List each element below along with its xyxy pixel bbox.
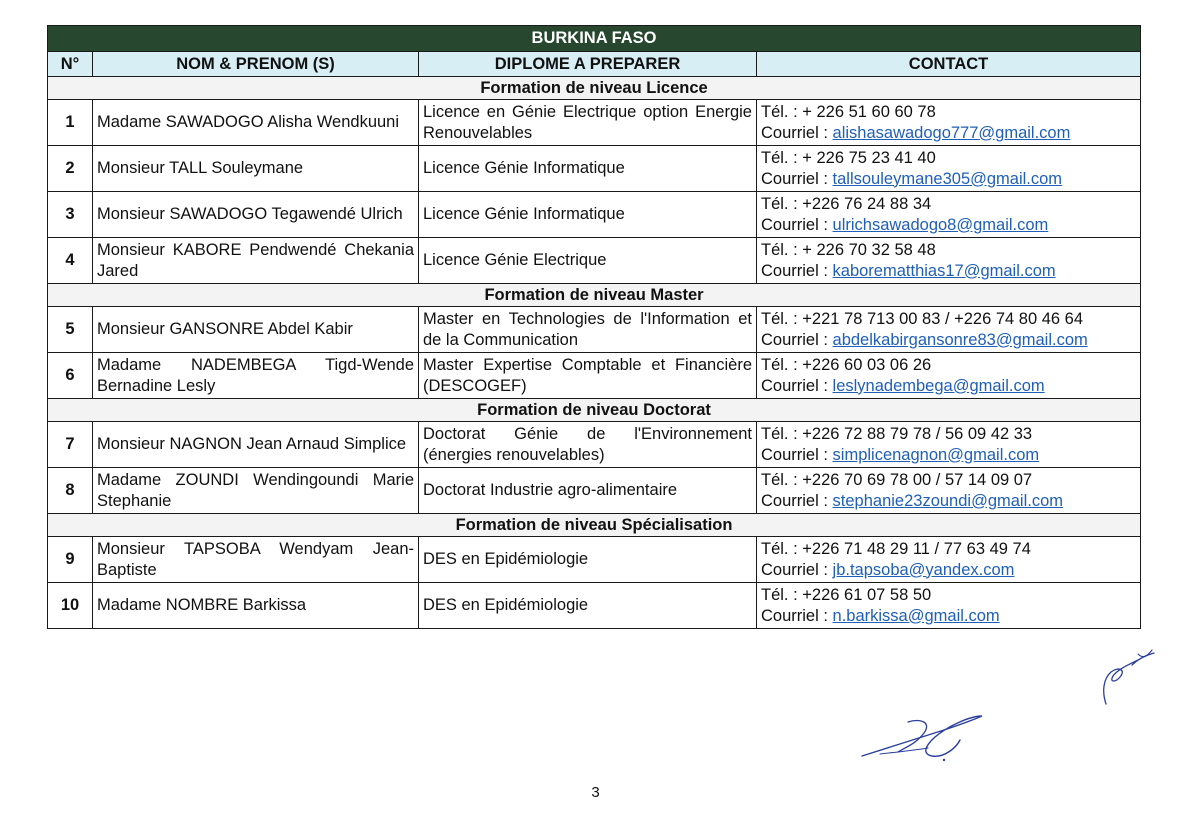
row-number: 8: [48, 468, 93, 514]
row-number: 1: [48, 100, 93, 146]
candidate-name: Monsieur NAGNON Jean Arnaud Simplice: [93, 422, 419, 468]
table-row: [48, 537, 1141, 583]
phone-line: [761, 194, 1136, 214]
candidate-name: Madame SAWADOGO Alisha Wendkuuni: [93, 100, 419, 146]
phone-line: [761, 539, 1136, 559]
email-line: [761, 376, 1136, 396]
email-line: [761, 560, 1136, 580]
candidate-name: Monsieur KABORE Pendwendé Chekania Jared: [93, 238, 419, 284]
email-line: [761, 491, 1136, 511]
phone-number: + 226 70 32 58 48: [802, 241, 936, 260]
table-body: [48, 77, 1141, 629]
phone-line: [761, 102, 1136, 122]
phone-label: Tél. :: [761, 103, 798, 122]
row-number: 10: [48, 583, 93, 629]
column-header-row: [48, 52, 1141, 77]
email-line: [761, 330, 1136, 350]
phone-label: Tél. :: [761, 356, 798, 375]
initials-signature: [1092, 646, 1158, 714]
email-link[interactable]: simplicenagnon@gmail.com: [832, 445, 1040, 464]
section-title: Formation de niveau Master: [48, 284, 1141, 307]
section-title: Formation de niveau Doctorat: [48, 399, 1141, 422]
diploma-name: Licence Génie Electrique: [419, 238, 757, 284]
phone-label: Tél. :: [761, 310, 798, 329]
phone-number: +226 71 48 29 11 / 77 63 49 74: [802, 540, 1031, 559]
email-label: Courriel :: [761, 445, 828, 464]
table-row: [48, 100, 1141, 146]
phone-number: +221 78 713 00 83 / +226 74 80 46 64: [802, 310, 1084, 329]
email-link[interactable]: leslynadembega@gmail.com: [832, 376, 1045, 395]
row-number: 4: [48, 238, 93, 284]
page-number: 3: [591, 784, 600, 801]
email-label: Courriel :: [761, 491, 828, 510]
table-row: [48, 468, 1141, 514]
column-header-contact: CONTACT: [757, 52, 1141, 77]
phone-number: +226 72 88 79 78 / 56 09 42 33: [802, 425, 1033, 444]
phone-line: [761, 240, 1136, 260]
diploma-name: DES en Epidémiologie: [419, 583, 757, 629]
phone-line: [761, 309, 1136, 329]
email-link[interactable]: stephanie23zoundi@gmail.com: [832, 491, 1063, 510]
candidate-name: Monsieur GANSONRE Abdel Kabir: [93, 307, 419, 353]
handwritten-signature: [858, 708, 986, 766]
email-line: [761, 261, 1136, 281]
email-link[interactable]: abdelkabirgansonre83@gmail.com: [832, 330, 1088, 349]
diploma-name: Master Expertise Comptable et Financière (DESCOGEF): [419, 353, 757, 399]
section-title: Formation de niveau Licence: [48, 77, 1141, 100]
email-label: Courriel :: [761, 215, 828, 234]
phone-line: [761, 585, 1136, 605]
section-row: [48, 284, 1141, 307]
phone-number: +226 70 69 78 00 / 57 14 09 07: [802, 471, 1033, 490]
table-row: [48, 146, 1141, 192]
email-link[interactable]: ulrichsawadogo8@gmail.com: [832, 215, 1049, 234]
phone-label: Tél. :: [761, 586, 798, 605]
table-row: [48, 307, 1141, 353]
section-row: [48, 399, 1141, 422]
phone-label: Tél. :: [761, 241, 798, 260]
row-number: 5: [48, 307, 93, 353]
phone-number: +226 60 03 06 26: [802, 356, 932, 375]
contact-cell: [757, 192, 1141, 238]
email-label: Courriel :: [761, 330, 828, 349]
section-title: Formation de niveau Spécialisation: [48, 514, 1141, 537]
phone-number: +226 61 07 58 50: [802, 586, 932, 605]
phone-line: [761, 148, 1136, 168]
section-row: [48, 77, 1141, 100]
diploma-name: DES en Epidémiologie: [419, 537, 757, 583]
row-number: 7: [48, 422, 93, 468]
email-label: Courriel :: [761, 606, 828, 625]
email-line: [761, 169, 1136, 189]
row-number: 3: [48, 192, 93, 238]
section-row: [48, 514, 1141, 537]
table-row: [48, 238, 1141, 284]
email-line: [761, 445, 1136, 465]
country-title: BURKINA FASO: [48, 26, 1141, 52]
column-header-number: N°: [48, 52, 93, 77]
phone-number: + 226 75 23 41 40: [802, 149, 936, 168]
diploma-name: Licence Génie Informatique: [419, 192, 757, 238]
contact-cell: [757, 307, 1141, 353]
email-link[interactable]: alishasawadogo777@gmail.com: [832, 123, 1071, 142]
phone-line: [761, 355, 1136, 375]
table-row: [48, 353, 1141, 399]
contact-cell: [757, 468, 1141, 514]
contact-cell: [757, 353, 1141, 399]
phone-number: + 226 51 60 60 78: [802, 103, 936, 122]
diploma-name: Licence en Génie Electrique option Energie Renouvelables: [419, 100, 757, 146]
contact-cell: [757, 537, 1141, 583]
diploma-name: Master en Technologies de l'Information et de la Communication: [419, 307, 757, 353]
contact-cell: [757, 583, 1141, 629]
column-header-diploma: DIPLOME A PREPARER: [419, 52, 757, 77]
candidate-name: Monsieur SAWADOGO Tegawendé Ulrich: [93, 192, 419, 238]
document-table: [47, 25, 1141, 629]
table-row: [48, 192, 1141, 238]
candidate-name: Monsieur TALL Souleymane: [93, 146, 419, 192]
country-header-row: [48, 26, 1141, 52]
contact-cell: [757, 238, 1141, 284]
contact-cell: [757, 146, 1141, 192]
email-link[interactable]: kaborematthias17@gmail.com: [832, 261, 1056, 280]
candidate-name: Madame ZOUNDI Wendingoundi Marie Stephanie: [93, 468, 419, 514]
diploma-name: Licence Génie Informatique: [419, 146, 757, 192]
phone-label: Tél. :: [761, 540, 798, 559]
phone-label: Tél. :: [761, 149, 798, 168]
phone-line: [761, 424, 1136, 444]
phone-label: Tél. :: [761, 471, 798, 490]
contact-cell: [757, 100, 1141, 146]
email-line: [761, 123, 1136, 143]
row-number: 6: [48, 353, 93, 399]
table-row: [48, 583, 1141, 629]
email-label: Courriel :: [761, 123, 828, 142]
email-link[interactable]: n.barkissa@gmail.com: [832, 606, 1000, 625]
diploma-name: Doctorat Industrie agro-alimentaire: [419, 468, 757, 514]
phone-number: +226 76 24 88 34: [802, 195, 932, 214]
phone-line: [761, 470, 1136, 490]
email-line: [761, 606, 1136, 626]
diploma-name: Doctorat Génie de l'Environnement (énergies renouvelables): [419, 422, 757, 468]
candidate-name: Madame NOMBRE Barkissa: [93, 583, 419, 629]
email-link[interactable]: jb.tapsoba@yandex.com: [832, 560, 1015, 579]
email-label: Courriel :: [761, 376, 828, 395]
phone-label: Tél. :: [761, 195, 798, 214]
email-label: Courriel :: [761, 169, 828, 188]
email-label: Courriel :: [761, 560, 828, 579]
row-number: 2: [48, 146, 93, 192]
column-header-name: NOM & PRENOM (S): [93, 52, 419, 77]
candidate-name: Monsieur TAPSOBA Wendyam Jean-Baptiste: [93, 537, 419, 583]
phone-label: Tél. :: [761, 425, 798, 444]
email-label: Courriel :: [761, 261, 828, 280]
candidate-name: Madame NADEMBEGA Tigd-Wende Bernadine Lesly: [93, 353, 419, 399]
table-row: [48, 422, 1141, 468]
email-line: [761, 215, 1136, 235]
contact-cell: [757, 422, 1141, 468]
email-link[interactable]: tallsouleymane305@gmail.com: [832, 169, 1063, 188]
row-number: 9: [48, 537, 93, 583]
